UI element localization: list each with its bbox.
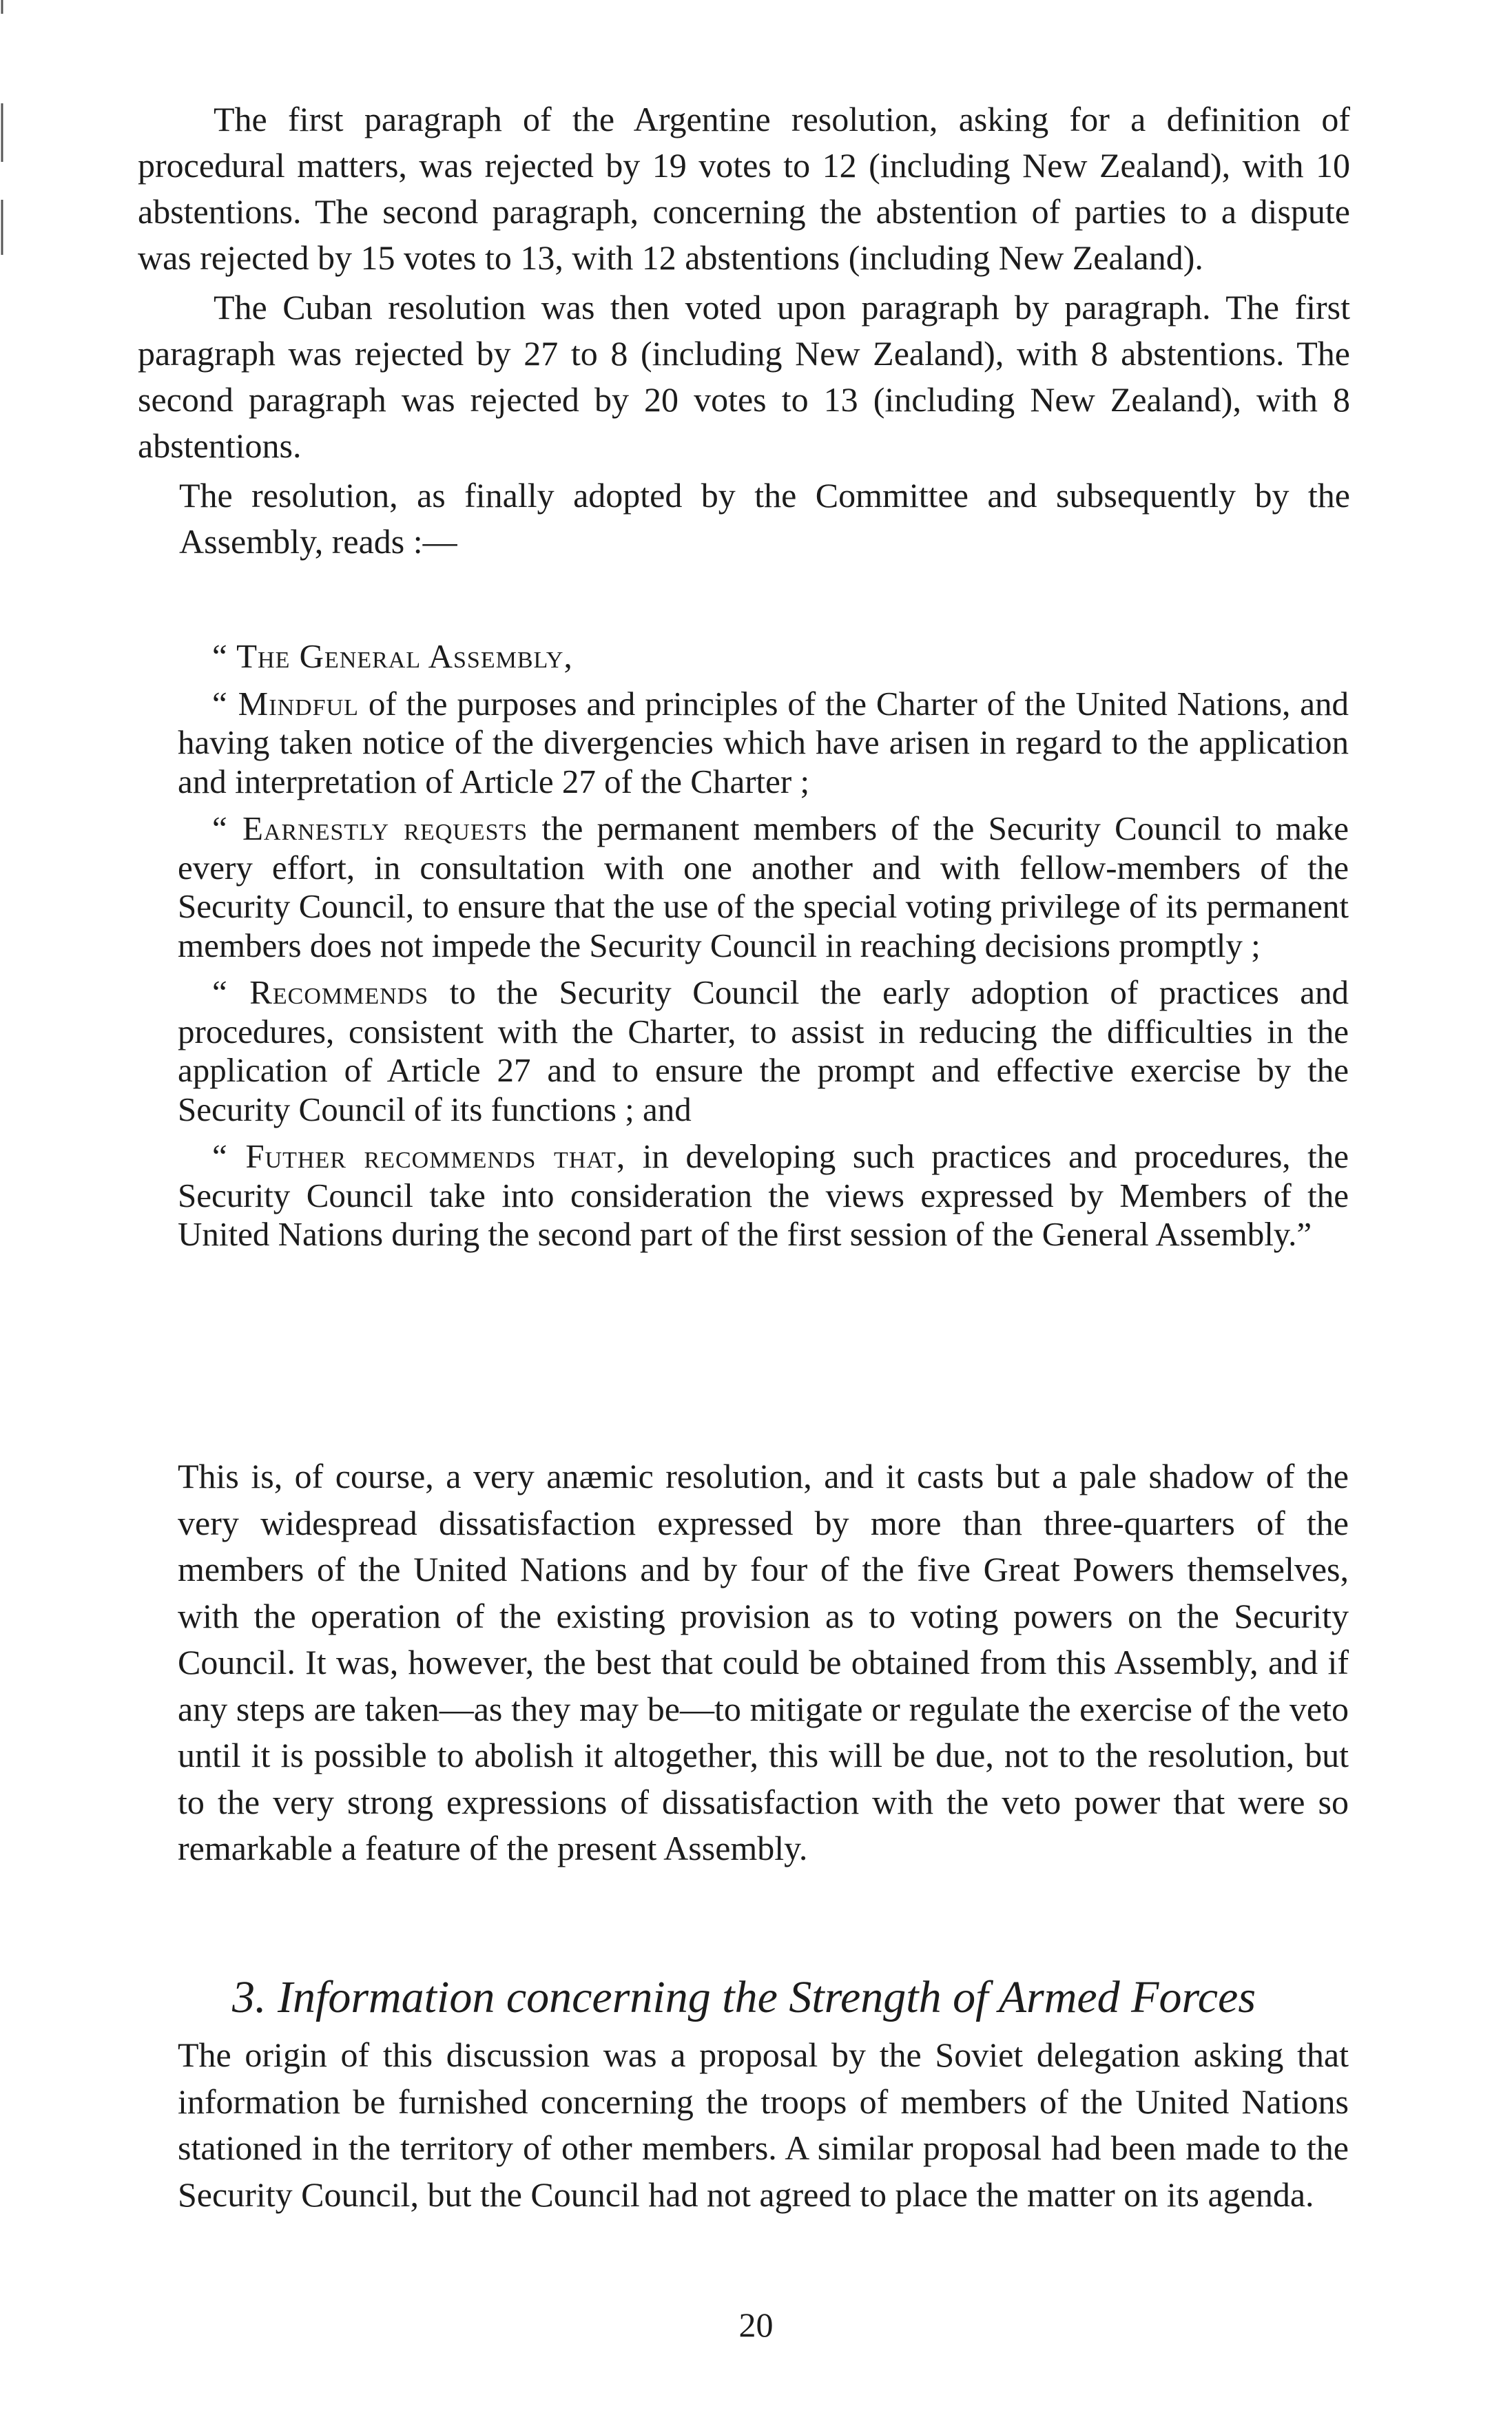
clause-lead: “ Futher recommends that, <box>212 1137 626 1175</box>
clause-lead: “ Earnestly requests <box>212 809 528 847</box>
intro-paragraph-cuban: The Cuban resolution was then voted upon paragraph by paragraph. The first paragraph was rejected by 27 to 8 (including New Zealand), with 8 abstentions. The second paragraph was rejected by 20 votes to 13 (including New Zealand), with 8 abstentions. <box>138 288 1350 465</box>
clause-text: to the Security Council the early adoption of practices and procedures, consistent with the Charter, to assist in reducing the difficulties in the application of Article 27 and to ensure the prompt and effective exercise by the Security Council of its functions ; and <box>178 973 1349 1128</box>
commentary-paragraph: This is, of course, a very anæmic resolution, and it casts but a pale shadow of the very widespread dissatisfaction expressed by more than three-quarters of the members of the United Nations and by four of the five Great Powers themselves, with the operation of the existing provision as to voting powers on the Security Council. It was, however, the best that could be obtained from this Assembly, and if any steps are taken—as they may be—to mitigate or regulate the exercise of the veto until it is possible to abolish it altogether, this will be due, not to the resolution, but to the very strong expressions of dissatisfaction with the veto power that were so remarkable a feature of the present Assembly. <box>178 1457 1349 1867</box>
intro-section <box>138 96 1350 565</box>
intro-paragraph-adopted: The resolution, as finally adopted by the Committee and subsequently by the Assembly, reads :— <box>179 476 1350 561</box>
resolution-quote <box>178 637 1349 1254</box>
section-body <box>178 2032 1349 2218</box>
clause-text: the permanent members of the Security Council to make every effort, in consultation with one another and with fellow-members of the Security Council, to ensure that the use of the special voting privilege of its permanent members does not impede the Security Council in reaching decisions promptly ; <box>178 809 1349 964</box>
section-heading: 3. Information concerning the Strength of Armed Forces <box>232 1972 1256 2022</box>
margin-marks <box>0 0 41 276</box>
resolution-clause-requests <box>178 809 1349 965</box>
section-paragraph: The origin of this discussion was a proposal by the Soviet delegation asking that information be furnished concerning the troops of members of the United Nations stationed in the territory of other members. A similar proposal had been made to the Security Council, but the Council had not agreed to place the matter on its agenda. <box>178 2035 1349 2214</box>
clause-lead: “ Recommends <box>212 973 429 1011</box>
commentary-section <box>178 1453 1349 1872</box>
clause-lead: “ Mindful <box>212 684 359 723</box>
intro-paragraph-argentine: The first paragraph of the Argentine resolution, asking for a definition of procedural matters, was rejected by 19 votes to 12 (including New Zealand), with 10 abstentions. The second paragraph, concerning the abstention of parties to a dispute was rejected by 15 votes to 13, with 12 abstentions (including New Zealand). <box>138 100 1350 277</box>
resolution-clause-recommends <box>178 973 1349 1129</box>
page-number: 20 <box>738 2306 774 2344</box>
resolution-clause-mindful <box>178 685 1349 802</box>
resolution-title: “ The General Assembly, <box>212 637 573 675</box>
resolution-clause-further <box>178 1137 1349 1254</box>
clause-text: of the purposes and principles of the Charter of the United Nations, and having taken notice of the divergencies which have arisen in regard to the application and interpretation of Article 27 of the Charter ; <box>178 684 1349 800</box>
clause-text: in developing such practices and procedures, the Security Council take into consideration the views expressed by Members of the United Nations during the second part of the first session of the General Assembly.” <box>178 1137 1349 1253</box>
